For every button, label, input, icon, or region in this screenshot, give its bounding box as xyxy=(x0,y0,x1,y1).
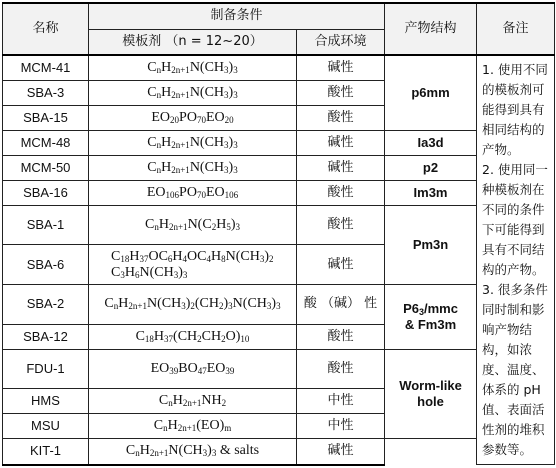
template-formula: $C_{18}H_{37}(CH_2CH_2O)_{10}$ xyxy=(89,324,297,349)
table-row xyxy=(3,130,555,155)
material-name: MSU xyxy=(3,414,89,439)
synthesis-environment: 碱性 xyxy=(297,439,385,465)
synthesis-environment: 酸性 xyxy=(297,205,385,245)
material-name: SBA-1 xyxy=(3,205,89,245)
synthesis-environment: 碱性 xyxy=(297,245,385,285)
header-environment: 合成环境 xyxy=(297,29,385,55)
header-conditions: 制备条件 xyxy=(89,3,385,29)
template-formula: $C_{18}H_{37}OC_6H_4OC_4H_8N(CH_3)_2$ $C_3H_6N(CH_3)_3$ xyxy=(89,245,297,285)
header-template: 模板剂 （n = 12~20） xyxy=(89,29,297,55)
table-body xyxy=(3,55,555,465)
material-name: SBA-3 xyxy=(3,80,89,105)
note-item: 1. 使用不同的模板剂可能得到具有相同结构的产物。 xyxy=(482,62,548,157)
table-row xyxy=(3,205,555,245)
template-formula: $C_nH_{2n+1}N(CH_3)_3$ xyxy=(89,55,297,80)
product-structure: p2 xyxy=(385,155,477,180)
material-name: SBA-12 xyxy=(3,324,89,349)
table-row xyxy=(3,439,555,465)
product-structure: Ia3d xyxy=(385,130,477,155)
template-formula: $C_nH_{2n+1}N(CH_3)_3$ xyxy=(89,80,297,105)
material-name: SBA-15 xyxy=(3,105,89,130)
table-row xyxy=(3,349,555,389)
material-name: SBA-2 xyxy=(3,285,89,325)
synthesis-environment: 酸性 xyxy=(297,105,385,130)
template-formula: $C_nH_{2n+1}N(CH_3)_3$ & salts xyxy=(89,439,297,465)
table-row xyxy=(3,155,555,180)
synthesis-environment: 中性 xyxy=(297,389,385,414)
template-formula: $EO_{106}PO_{70}EO_{106}$ xyxy=(89,180,297,205)
header-structure: 产物结构 xyxy=(385,3,477,55)
synthesis-environment: 酸性 xyxy=(297,80,385,105)
material-name: HMS xyxy=(3,389,89,414)
header-name: 名称 xyxy=(3,3,89,55)
notes-cell xyxy=(477,55,555,465)
synthesis-environment: 酸性 xyxy=(297,180,385,205)
material-name: SBA-16 xyxy=(3,180,89,205)
material-name: MCM-48 xyxy=(3,130,89,155)
template-formula: $C_nH_{2n+1}NH_2$ xyxy=(89,389,297,414)
table-row xyxy=(3,55,555,80)
table-row xyxy=(3,285,555,325)
template-formula: $EO_{20}PO_{70}EO_{20}$ xyxy=(89,105,297,130)
product-structure: Worm-like hole xyxy=(385,349,477,439)
template-formula: $C_nH_{2n+1}N(CH_3)_2(CH_2)_3N(CH_3)_3$ xyxy=(89,285,297,325)
note-item: 2. 使用同一种模板剂在不同的条件下可能得到具有不同结构的产物。 xyxy=(482,162,548,277)
synthesis-environment: 酸 （碱） 性 xyxy=(297,285,385,325)
synthesis-environment: 中性 xyxy=(297,414,385,439)
mesoporous-materials-table xyxy=(2,2,555,466)
material-name: MCM-41 xyxy=(3,55,89,80)
template-formula: $C_nH_{2n+1}N(C_2H_5)_3$ xyxy=(89,205,297,245)
template-formula: $C_nH_{2n+1}(EO)_m$ xyxy=(89,414,297,439)
synthesis-environment: 碱性 xyxy=(297,155,385,180)
template-formula: $C_nH_{2n+1}N(CH_3)_3$ xyxy=(89,155,297,180)
note-item: 3. 很多条件同时制和影响产物结构，如浓度、温度、体系的 pH 值、表面活性剂的堆积参数等。 xyxy=(482,282,548,457)
material-name: MCM-50 xyxy=(3,155,89,180)
product-structure: p6mm xyxy=(385,55,477,130)
product-structure: Im3m xyxy=(385,180,477,205)
table-row xyxy=(3,180,555,205)
header-notes: 备注 xyxy=(477,3,555,55)
product-structure: Pm3n xyxy=(385,205,477,285)
template-formula: $EO_{39}BO_{47}EO_{39}$ xyxy=(89,349,297,389)
material-name: FDU-1 xyxy=(3,349,89,389)
template-formula: $C_nH_{2n+1}N(CH_3)_3$ xyxy=(89,130,297,155)
material-name: KIT-1 xyxy=(3,439,89,465)
material-name: SBA-6 xyxy=(3,245,89,285)
product-structure: $P6_3$/mmc & Fm3m xyxy=(385,285,477,350)
synthesis-environment: 酸性 xyxy=(297,349,385,389)
synthesis-environment: 碱性 xyxy=(297,130,385,155)
synthesis-environment: 酸性 xyxy=(297,324,385,349)
synthesis-environment: 碱性 xyxy=(297,55,385,80)
